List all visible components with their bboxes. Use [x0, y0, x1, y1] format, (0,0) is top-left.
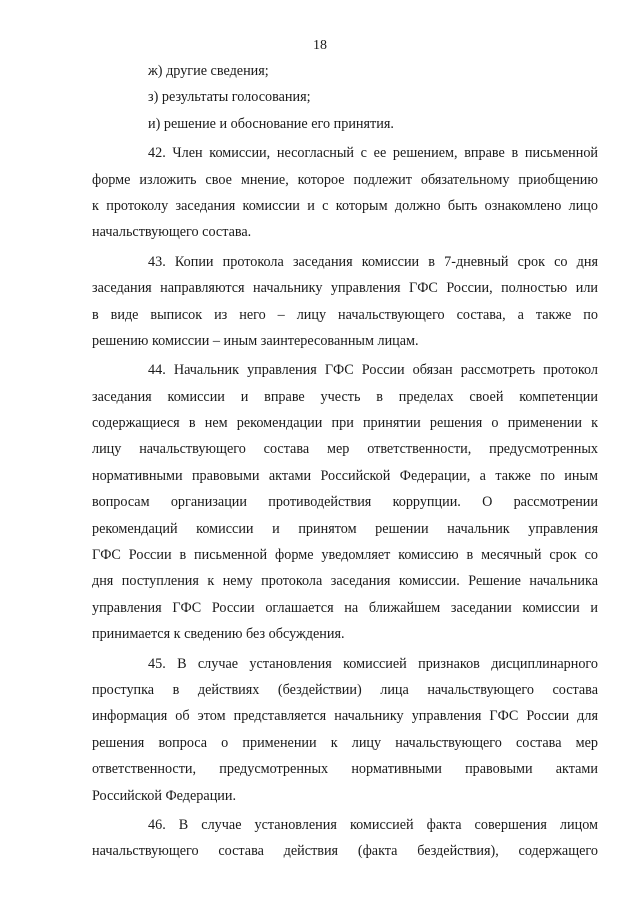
- text-line: проступка в действиях (бездействии) лица начальствующего состава: [92, 681, 598, 698]
- text-line: информация об этом представляется начальнику управления ГФС России для: [92, 708, 598, 725]
- paragraph-45: [92, 651, 598, 809]
- paragraph-43: [92, 249, 598, 355]
- text-line: лицу начальствующего состава мер ответственности, предусмотренных: [92, 441, 598, 458]
- text-line: Российской Федерации.: [92, 787, 237, 804]
- list-item-zh: [92, 58, 598, 84]
- text-line: заседания направляются начальнику управления ГФС России, полностью или: [92, 280, 598, 297]
- list-item-i: [92, 111, 598, 137]
- text-line: рекомендаций комиссии и принятом решении начальник управления: [92, 520, 598, 537]
- text-line: решению комиссии – иным заинтересованным лицам.: [92, 332, 419, 349]
- text-line: форме изложить свое мнение, которое подлежит обязательному приобщению: [92, 171, 598, 188]
- text-line: начальствующего состава действия (факта бездействия), содержащего: [92, 843, 598, 860]
- text-line: и) решение и обоснование его принятия.: [148, 115, 394, 132]
- page-number: 18: [313, 38, 327, 53]
- text-line: ГФС России в письменной форме уведомляет комиссию в месячный срок со: [92, 547, 598, 564]
- text-line: 46. В случае установления комиссией факта совершения лицом: [148, 816, 598, 833]
- paragraph-44: [92, 357, 598, 647]
- text-line: 42. Член комиссии, несогласный с ее решением, вправе в письменной: [148, 145, 598, 162]
- text-line: в виде выписок из него – лицу начальствующего состава, а также по: [92, 306, 598, 323]
- paragraph-42: [92, 140, 598, 246]
- text-line: з) результаты голосования;: [148, 89, 311, 106]
- text-line: к протоколу заседания комиссии и с которым должно быть ознакомлено лицо: [92, 197, 598, 214]
- text-line: нормативными правовыми актами Российской Федерации, а также по иным: [92, 467, 598, 484]
- text-line: 43. Копии протокола заседания комиссии в 7-дневный срок со дня: [148, 253, 598, 270]
- text-line: решения вопроса о применении к лицу начальствующего состава мер: [92, 734, 598, 751]
- text-line: начальствующего состава.: [92, 224, 252, 241]
- text-line: дня поступления к нему протокола заседания комиссии. Решение начальника: [92, 573, 598, 590]
- text-line: 45. В случае установления комиссией признаков дисциплинарного: [148, 655, 598, 672]
- document-body: [92, 58, 598, 865]
- list-item-z: [92, 84, 598, 110]
- text-line: принимается к сведению без обсуждения.: [92, 626, 345, 643]
- text-line: заседания комиссии и вправе учесть в пределах своей компетенции: [92, 388, 598, 405]
- text-line: ответственности, предусмотренных нормативными правовыми актами: [92, 761, 598, 778]
- text-line: управления ГФС России оглашается на ближайшем заседании комиссии и: [92, 599, 598, 616]
- paragraph-46: [92, 812, 598, 865]
- text-line: ж) другие сведения;: [148, 63, 269, 79]
- text-line: вопросам организации противодействия коррупции. О рассмотрении: [92, 494, 598, 511]
- text-line: содержащиеся в нем рекомендации при принятии решения о применении к: [92, 415, 598, 432]
- text-line: 44. Начальник управления ГФС России обязан рассмотреть протокол: [148, 362, 598, 379]
